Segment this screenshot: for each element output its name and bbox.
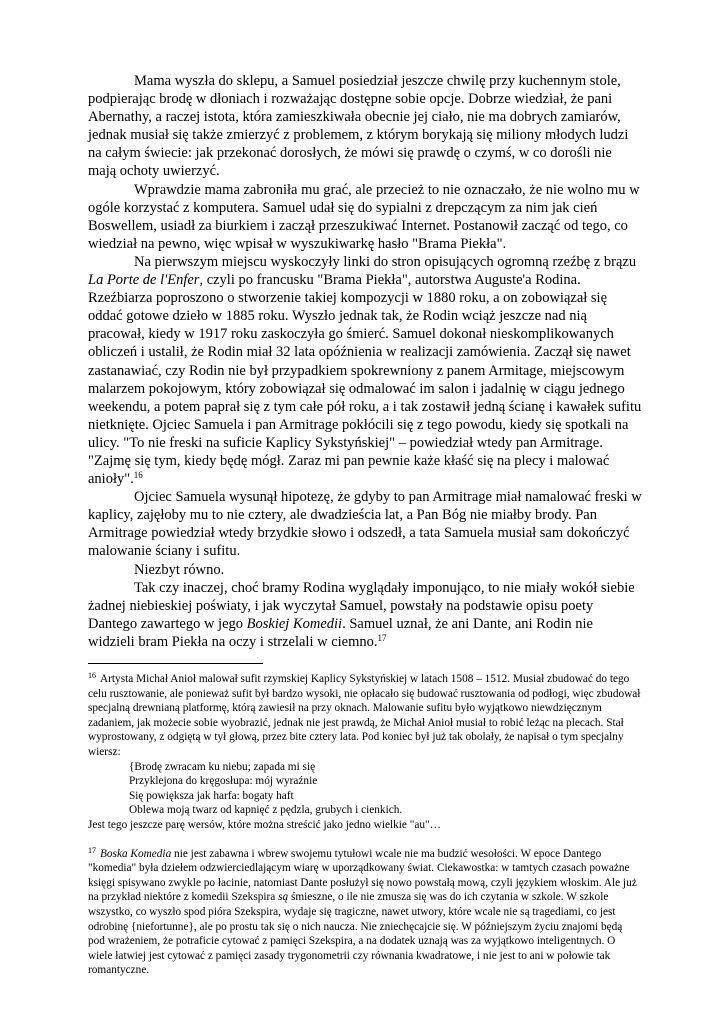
footnote-ref-17[interactable]: 17 — [377, 632, 387, 643]
footnote-text: Artysta Michał Anioł malował sufit rzymskiej Kaplicy Sykstyńskiej w latach 1508 – 1512. Musiał zbudować do tego celu rusztowanie, ale ponieważ sufit był bardzo wysoki, nie opłacało się budować rusztowania od podłogi, więc zbudował specjalną drewnianą platformę, którą zawiesił na przy oknach. Malowanie sufitu było wyjątkowo niewdzięcznym zadaniem, jak możecie sobie wyobrazić, jednak nie jest prawdą, że Michał Anioł musiał to robić leżąc na plecach. Stał wyprostowany, z odgiętą w tył głową, przez bite cztery lata. Pod koniec był już tak obolały, że napisał o tym specjalny wiersz: — [88, 673, 641, 758]
footnote-number: 17 — [88, 845, 96, 855]
footnote-ref-16[interactable]: 16 — [133, 470, 143, 481]
document-page — [88, 72, 642, 978]
title-la-porte: La Porte de l'Enfer — [88, 272, 200, 289]
poem-line: Się powiększa jak harfa: bogaty haft — [129, 789, 294, 802]
title-boska-komedia-fn: Boska Komedia — [100, 847, 172, 860]
paragraph-6: Tak czy inaczej, choć bramy Rodina wyglądały imponująco, to nie miały wokół siebie żadnej niebieskiej poświaty, i jak wyczytał Samuel, powstały na podstawie opisu poety Dantego zawartego w jego Boskiej Komedii. Samuel uznał, że ani Dante, ani Rodin nie widzieli bram Piekła na oczy i strzelali w ciemno.$^{17}$ — [88, 579, 635, 650]
poem — [88, 760, 642, 818]
paragraph-1: Mama wyszła do sklepu, a Samuel posiedział jeszcze chwilę przy kuchennym stole, podpierając brodę w dłoniach i rozważając dostępne sobie opcje. Dobrze wiedział, że pani Abernathy, a raczej istota, która zamieszkiwała obecnie jej ciało, nie ma dobrych zamiarów, jednak musiał się także zmierzyć z problemem, z którym borykają się miliony młodych ludzi na całym świecie: jak przekonać dorosłych, że mówi się prawdę o czymś, w co dorośli nie mają ochoty uwierzyć. — [88, 73, 629, 180]
paragraph-2: Wprawdzie mama zabroniła mu grać, ale przecież to nie oznaczało, że nie wolno mu w ogóle korzystać z komputera. Samuel udał się do sypialni z drepczącym za nim jak cień Boswellem, usiadł za biurkiem i zaczął przeszukiwać Internet. Postanowił zacząć od tego, co wiedział na pewno, więc wpisał w wyszukiwarkę hasło "Brama Piekła". — [88, 181, 640, 252]
footnote-17: $^{17}$ Boska Komedia nie jest zabawna i wbrew swojemu tytułowi wcale nie ma budzić wesołości. W epoce Dantego "komedia" była dziełem odzwierciedlającym wiarę w uporządkowany świat. Ciekawostka: w tamtych czasach poważne księgi spisywano zwykle po łacinie, natomiast Dante posłużył się nowo powstałą mową, czyli językiem włoskim. Ale już na przykład niektóre z komedii Szekspira są śmieszne, o ile nie zmusza się was do ich czytania w szkole. W szkole wszystko, co wyszło spod pióra Szekspira, wydaje się tragiczne, nawet utwory, które wcale nie są tragediami, co jest odrobinę {niefortunne}, ale po prostu tak się o nich naucza. Nie zniechęcajcie się. W późniejszym życiu znajomi będą pod wrażeniem, że potraficie cytować z pamięci Szekspira, a na dodatek uznają was za wyjątkowo inteligentnych. O wiele łatwiej jest cytować z pamięci zasady trygonometrii czy równania kwadratowe, i nie jest to ani w połowie tak romantyczne. — [88, 845, 637, 977]
poem-line: Oblewa moją twarz od kapnięć z pędzla, grubych i cienkich. — [129, 804, 403, 817]
footnote-separator — [88, 663, 263, 664]
paragraph-3: Na pierwszym miejscu wyskoczyły linki do stron opisujących ogromną rzeźbę z brązu La Porte de l'Enfer, czyli po francusku "Brama Piekła", autorstwa Auguste'a Rodina. Rzeźbiarza poproszono o stworzenie takiej kompozycji w 1880 roku, a on zobowiązał się oddać gotowe dzieło w 1885 roku. Wyszło jednak tak, że Rodin wciąż jeszcze nad nią pracował, kiedy w 1917 roku zaskoczyła go śmierć. Samuel dokonał nieskomplikowanych obliczeń i ustalił, że Rodin miał 32 lata opóźnienia w realizacji zamówienia. Zaczął się nawet zastanawiać, czy Rodin nie był przypadkiem spokrewniony z panem Armitage, miejscowym malarzem pokojowym, który zobowiązał się odmalować im salon i jadalnię w ciągu jednego weekendu, a potem paprał się z tym całe pół roku, a i tak zostawił jedną ścianę i kawałek sufitu nietknięte. Ojciec Samuela i pan Armitrage pokłócili się z tego powodu, kiedy się spotkali na ulicy. "To nie freski na suficie Kaplicy Sykstyńskiej" – powiedział wtedy pan Armitrage. "Zajmę się tym, kiedy będę mógł. Zaraz mi pan pewnie każe kłaść się na plecy i malować anioły".$^{16}$ — [88, 253, 642, 488]
poem-line: {Brodę zwracam ku niebu; zapada mi się — [129, 760, 316, 773]
footnote-16 — [88, 672, 642, 833]
poem-line: Przyklejona do kręgosłupa: mój wyraźnie — [129, 775, 318, 788]
footnote-gap — [88, 833, 642, 847]
footnote-after-poem: Jest tego jeszcze parę wersów, które można streścić jako jedno wielkie "au"… — [88, 818, 441, 831]
paragraph-5: Niezbyt równo. — [134, 561, 225, 578]
main-text — [88, 72, 642, 651]
paragraph-4: Ojciec Samuela wysunął hipotezę, że gdyby to pan Armitrage miał namalować freski w kaplicy, zajęłoby mu to nie cztery, ale dwadzieścia lat, a Pan Bóg nie miałby brody. Pan Armitrage powiedział wtedy brzydkie słowo i odszedł, a tata Samuela musiał sam dokończyć malowanie ściany i sufitu. — [88, 489, 642, 560]
title-boska-komedia: Boskiej Komedii — [246, 615, 343, 632]
footnote-number: 16 — [88, 671, 96, 680]
